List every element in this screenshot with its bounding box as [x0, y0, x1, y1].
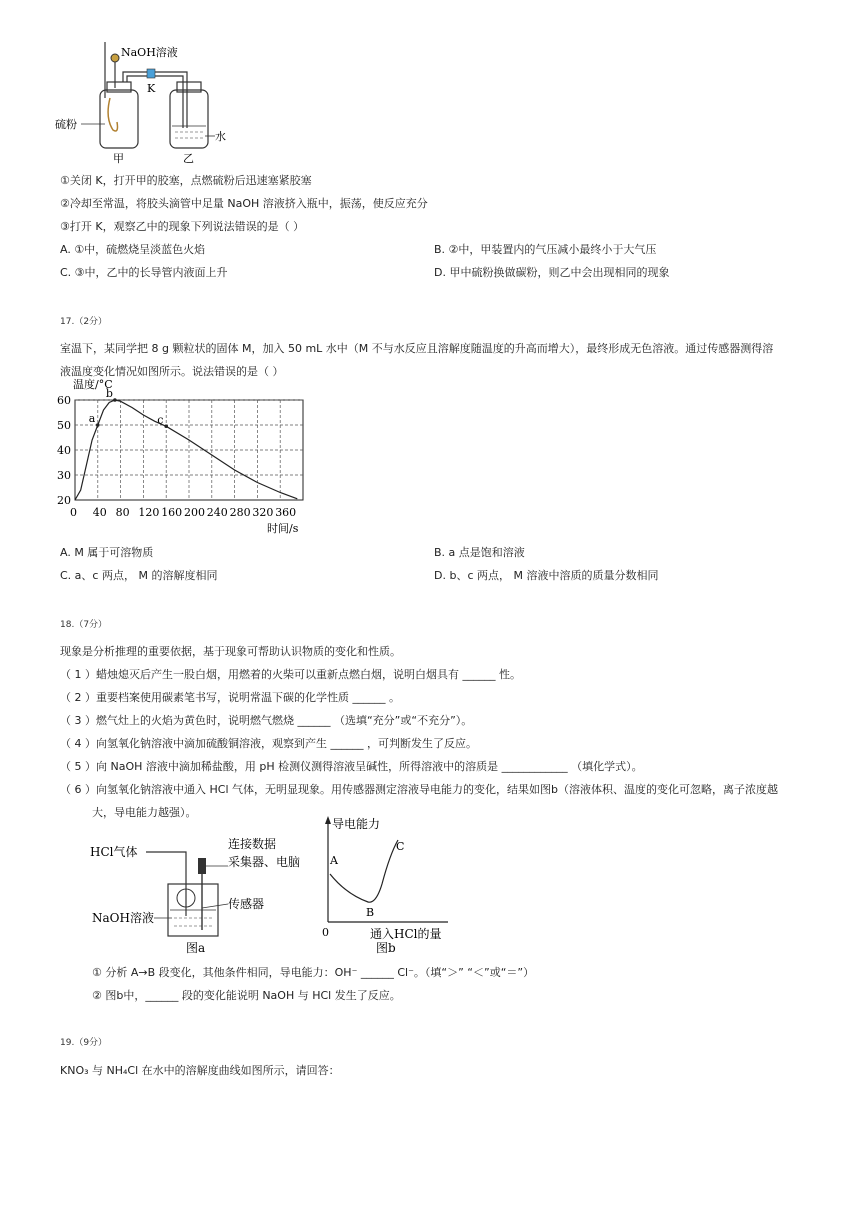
chart-point-label: a — [88, 412, 96, 425]
q16-option-a[interactable]: A. ①中，硫燃烧呈淡蓝色火焰 — [60, 243, 206, 256]
x-tick-label: 120 — [138, 506, 160, 519]
fig-a-naoh-label: NaOH溶液 — [92, 911, 154, 925]
x-tick-label: 320 — [252, 506, 274, 519]
q19-stem: KNO₃ 与 NH₄Cl 在水中的溶解度曲线如图所示，请回答： — [60, 1064, 340, 1077]
q17-option-a[interactable]: A. M 属于可溶物质 — [60, 546, 154, 559]
q18-figure-b — [316, 814, 456, 960]
q16-step-1: ①关闭 K，打开甲的胶塞，点燃硫粉后迅速塞紧胶塞 — [60, 174, 312, 187]
x-tick-label: 80 — [115, 506, 130, 519]
q18-intro: 现象是分析推理的重要依据，基于现象可帮助认识物质的变化和性质。 — [60, 645, 401, 658]
q17-temperature-chart — [55, 376, 330, 536]
q17-option-b[interactable]: B. a 点是饱和溶液 — [434, 546, 525, 559]
x-tick-label: 0 — [70, 506, 77, 519]
fig-label-sulfur: 硫粉 — [55, 118, 77, 131]
fig-b-point-c: C — [396, 840, 405, 853]
q19-header: 19.（9分） — [60, 1038, 108, 1048]
fig-label-water: 水 — [215, 130, 226, 143]
x-tick-label: 200 — [184, 506, 205, 519]
x-tick-label: 280 — [229, 506, 251, 519]
x-tick-label: 360 — [275, 506, 297, 519]
y-tick-label: 30 — [57, 469, 71, 482]
q18-figure-a — [88, 832, 313, 960]
fig-b-origin: 0 — [322, 926, 329, 939]
chart-x-label: 时间/s — [267, 522, 299, 535]
q17-stem-line1: 室温下，某同学把 8 g 颗粒状的固体 M，加入 50 mL 水中（M 不与水反应且溶解度随温度的升高而增大），最终形成无色溶液。通过传感器测得溶 — [60, 342, 774, 355]
q17-option-c[interactable]: C. a、c 两点， M 的溶解度相同 — [60, 569, 218, 582]
chart-point-label: b — [105, 387, 113, 400]
q18-item-3: （ 3 ）燃气灶上的火焰为黄色时，说明燃气燃烧 ______ （选填“充分”或“不充分”）。 — [60, 714, 473, 727]
q16-step-2: ②冷却至常温，将胶头滴管中足量 NaOH 溶液挤入瓶中，振荡，使反应充分 — [60, 197, 428, 210]
q18-item-2: （ 2 ）重要档案使用碳素笔书写，说明常温下碳的化学性质 ______ 。 — [60, 691, 400, 704]
x-tick-label: 240 — [206, 506, 228, 519]
fig-a-sensor-label: 传感器 — [228, 897, 265, 911]
q18-sub-2: ② 图b中，______ 段的变化能说明 NaOH 与 HCl 发生了反应。 — [92, 989, 401, 1002]
q16-option-d[interactable]: D. 甲中硫粉换做碳粉，则乙中会出现相同的现象 — [434, 266, 670, 279]
fig-b-point-a: A — [330, 854, 338, 867]
fig-label-jia: 甲 — [113, 152, 124, 165]
fig-a-connect-label-2: 采集器、电脑 — [228, 855, 301, 869]
q17-header: 17.（2分） — [60, 317, 108, 327]
q17-option-d[interactable]: D. b、c 两点， M 溶液中溶质的质量分数相同 — [434, 569, 659, 582]
x-tick-label: 40 — [92, 506, 107, 519]
fig-label-naoh: NaOH溶液 — [121, 46, 178, 59]
fig-b-point-b: B — [366, 906, 375, 919]
fig-a-caption: 图a — [186, 941, 206, 955]
fig-b-x-label: 通入HCl的量 — [370, 927, 442, 941]
q17-stem-line2: 液温度变化情况如图所示。说法错误的是（ ） — [60, 365, 284, 378]
chart-point-c — [164, 424, 168, 428]
chart-y-label: 温度/°C — [73, 378, 113, 391]
q18-item-1: （ 1 ）蜡烛熄灭后产生一股白烟，用燃着的火柴可以重新点燃白烟，说明白烟具有 ______ 性。 — [60, 668, 521, 681]
q18-item-5: （ 5 ）向 NaOH 溶液中滴加稀盐酸，用 pH 检测仪测得溶液呈碱性，所得溶液中的溶质是 ____________ （填化学式）。 — [60, 760, 643, 773]
x-tick-label: 160 — [161, 506, 183, 519]
fig-a-hcl-label: HCl气体 — [90, 845, 138, 859]
fig-label-k: K — [147, 82, 156, 95]
chart-point-a — [96, 423, 100, 427]
q16-apparatus-figure — [55, 38, 245, 166]
fig-b-caption: 图b — [376, 941, 396, 955]
chart-point-label: c — [157, 413, 164, 427]
q16-option-c[interactable]: C. ③中，乙中的长导管内液面上升 — [60, 266, 228, 279]
q18-item-6-cont: 大，导电能力越强）。 — [92, 806, 197, 819]
q18-item-6: （ 6 ）向氢氧化钠溶液中通入 HCl 气体，无明显现象。用传感器测定溶液导电能力的变化，结果如图b（溶液体积、温度的变化可忽略，离子浓度越 — [60, 783, 778, 796]
q18-sub-1: ① 分析 A→B 段变化，其他条件相同，导电能力：OH⁻ ______ Cl⁻。（填“＞” “＜”或“＝”） — [92, 966, 535, 979]
fig-label-yi: 乙 — [183, 152, 194, 165]
q16-option-b[interactable]: B. ②中，甲装置内的气压减小最终小于大气压 — [434, 243, 657, 256]
y-tick-label: 60 — [57, 394, 71, 407]
q16-step-3: ③打开 K，观察乙中的现象下列说法错误的是（ ） — [60, 220, 305, 233]
q18-header: 18.（7分） — [60, 620, 108, 630]
q18-item-4: （ 4 ）向氢氧化钠溶液中滴加硫酸铜溶液，观察到产生 ______ ，可判断发生了反应。 — [60, 737, 477, 750]
y-tick-label: 40 — [57, 444, 71, 457]
y-tick-label: 20 — [57, 494, 71, 507]
chart-point-b — [113, 398, 117, 402]
fig-a-connect-label-1: 连接数据 — [228, 837, 277, 851]
fig-b-y-label: 导电能力 — [332, 817, 381, 831]
y-tick-label: 50 — [57, 419, 71, 432]
